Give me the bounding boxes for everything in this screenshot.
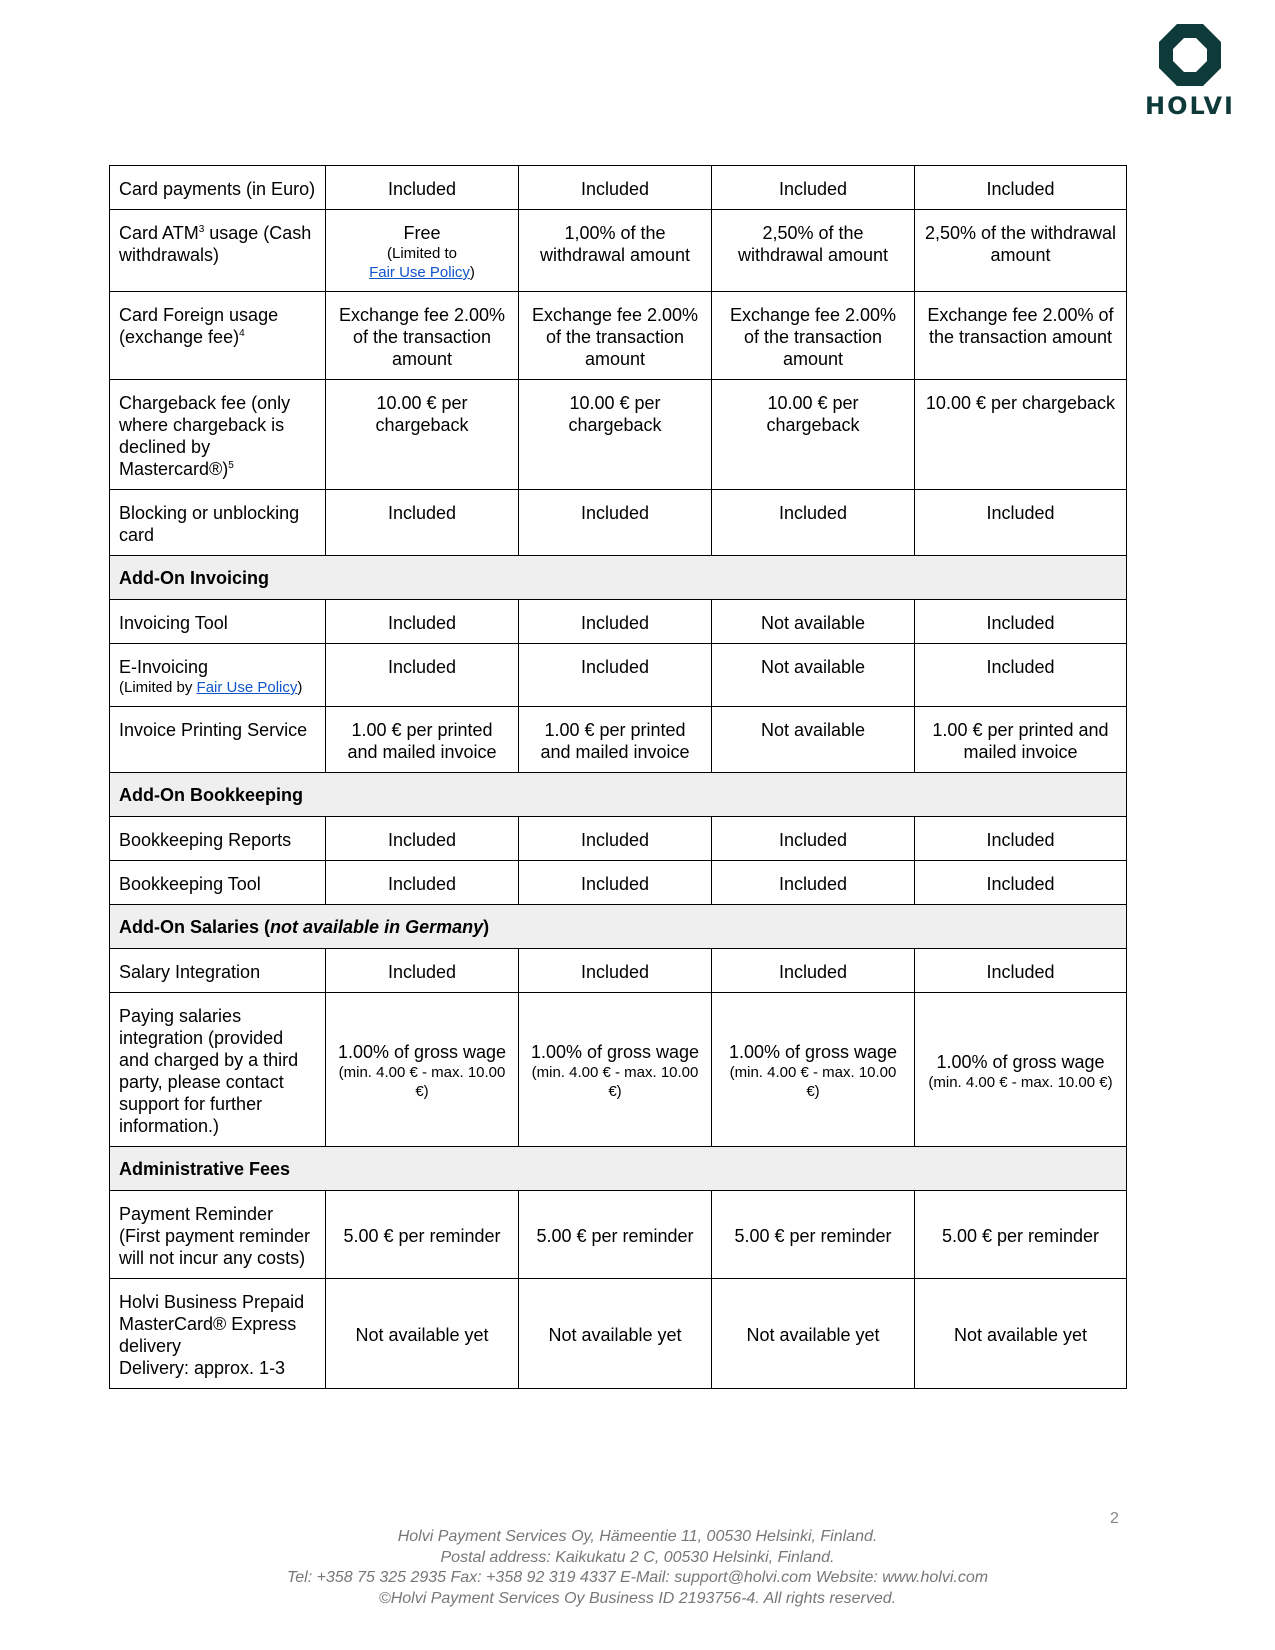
section-title: Add-On Salaries (not available in Germany): [110, 905, 1127, 949]
footer-copyright: ©Holvi Payment Services Oy Business ID 2193756-4. All rights reserved.: [378, 1589, 897, 1607]
cell-value: Included: [915, 817, 1127, 861]
row-label: Card payments (in Euro): [110, 166, 326, 210]
cell-value: 1.00% of gross wage (min. 4.00 € - max. 10.00 €): [712, 993, 915, 1147]
holvi-octagon-icon: [1157, 22, 1223, 88]
cell-value: Included: [326, 949, 519, 993]
table-row: [110, 707, 1127, 773]
cell-value: 1,00% of the withdrawal amount: [519, 210, 712, 292]
cell-value: Not available: [712, 600, 915, 644]
row-label: Holvi Business Prepaid MasterCard® Express delivery Delivery: approx. 1-3: [110, 1279, 326, 1389]
row-label: Card ATM$^3$ usage (Cash withdrawals): [110, 210, 326, 292]
cell-value: Included: [712, 490, 915, 556]
cell-value: Not available yet: [915, 1279, 1127, 1389]
cell-value: Not available yet: [519, 1279, 712, 1389]
table-row: [110, 166, 1127, 210]
cell-value: 1.00 € per printed and mailed invoice: [519, 707, 712, 773]
row-label: Salary Integration: [110, 949, 326, 993]
section-title: Administrative Fees: [110, 1147, 1127, 1191]
table-row: [110, 949, 1127, 993]
cell-value: Included: [326, 490, 519, 556]
cell-value: 5.00 € per reminder: [326, 1191, 519, 1279]
cell-value: 10.00 € per chargeback: [712, 380, 915, 490]
cell-value: Included: [915, 490, 1127, 556]
cell-value: Included: [326, 817, 519, 861]
cell-value: 1.00 € per printed and mailed invoice: [915, 707, 1127, 773]
cell-value: 1.00% of gross wage (min. 4.00 € - max. 10.00 €): [915, 993, 1127, 1147]
table-row: [110, 1191, 1127, 1279]
cell-value: Included: [712, 166, 915, 210]
fair-use-policy-link[interactable]: Fair Use Policy: [196, 679, 298, 696]
row-label: Invoice Printing Service: [110, 707, 326, 773]
cell-value: Included: [519, 490, 712, 556]
footnote-ref: 5: [228, 460, 234, 471]
cell-value: Not available: [712, 707, 915, 773]
cell-value: 1.00 € per printed and mailed invoice: [326, 707, 519, 773]
row-label: Payment Reminder (First payment reminder will not incur any costs): [110, 1191, 326, 1279]
table-row: [110, 861, 1127, 905]
cell-value: Included: [519, 166, 712, 210]
section-header-row: [110, 905, 1127, 949]
footnote-ref: 4: [239, 328, 245, 339]
cell-value: Free (Limited to Fair Use Policy): [326, 210, 519, 292]
cell-value: Included: [915, 600, 1127, 644]
page-number: 2: [1110, 1510, 1119, 1527]
cell-value: 5.00 € per reminder: [519, 1191, 712, 1279]
cell-value: Exchange fee 2.00% of the transaction amount: [519, 292, 712, 380]
fair-use-policy-link[interactable]: Fair Use Policy: [369, 264, 470, 281]
cell-value: Included: [519, 861, 712, 905]
cell-value: Included: [326, 644, 519, 707]
table-row: [110, 490, 1127, 556]
cell-value: Included: [519, 817, 712, 861]
cell-value: Exchange fee 2.00% of the transaction amount: [712, 292, 915, 380]
row-label: Chargeback fee (only where chargeback is declined by Mastercard®)$^5$: [110, 380, 326, 490]
cell-value: Included: [915, 949, 1127, 993]
cell-value: Exchange fee 2.00% of the transaction amount: [915, 292, 1127, 380]
footer-contact: Tel: +358 75 325 2935 Fax: +358 92 319 4337 E-Mail: support@holvi.com Website: www.holvi.com: [286, 1569, 989, 1586]
cell-value: Included: [519, 949, 712, 993]
cell-value: Not available yet: [326, 1279, 519, 1389]
row-label: Bookkeeping Reports: [110, 817, 326, 861]
section-title: Add-On Bookkeeping: [110, 773, 1127, 817]
footer: [0, 1527, 1275, 1609]
row-label: E-Invoicing (Limited by Fair Use Policy): [110, 644, 326, 707]
table-row: [110, 210, 1127, 292]
cell-value: Not available yet: [712, 1279, 915, 1389]
table-row: [110, 1279, 1127, 1389]
cell-value: 5.00 € per reminder: [915, 1191, 1127, 1279]
footer-postal-address: Postal address: Kaikukatu 2 C, 00530 Helsinki, Finland.: [440, 1548, 835, 1566]
fee-table: [109, 165, 1127, 1389]
row-label: Paying salaries integration (provided and charged by a third party, please contact support for further information.): [110, 993, 326, 1147]
footer-address: Holvi Payment Services Oy, Hämeentie 11, 00530 Helsinki, Finland.: [397, 1528, 878, 1545]
cell-value: Included: [915, 166, 1127, 210]
cell-value: 2,50% of the withdrawal amount: [915, 210, 1127, 292]
cell-value: Included: [712, 817, 915, 861]
row-label: Blocking or unblocking card: [110, 490, 326, 556]
cell-value: 1.00% of gross wage (min. 4.00 € - max. 10.00 €): [326, 993, 519, 1147]
cell-value: Included: [915, 861, 1127, 905]
section-header-row: [110, 1147, 1127, 1191]
table-row: [110, 380, 1127, 490]
holvi-wordmark: HOLVI: [1145, 92, 1235, 120]
row-label: Card Foreign usage (exchange fee)$^4$: [110, 292, 326, 380]
holvi-logo: [1140, 22, 1240, 120]
cell-value: 10.00 € per chargeback: [326, 380, 519, 490]
cell-value: Exchange fee 2.00% of the transaction amount: [326, 292, 519, 380]
cell-value: 1.00% of gross wage (min. 4.00 € - max. 10.00 €): [519, 993, 712, 1147]
table-row: [110, 292, 1127, 380]
cell-value: 10.00 € per chargeback: [915, 380, 1127, 490]
row-label: Invoicing Tool: [110, 600, 326, 644]
table-row: [110, 644, 1127, 707]
cell-value: Included: [712, 861, 915, 905]
table-row: [110, 600, 1127, 644]
cell-value: 2,50% of the withdrawal amount: [712, 210, 915, 292]
row-label: Bookkeeping Tool: [110, 861, 326, 905]
cell-value: Included: [326, 166, 519, 210]
cell-value: Included: [519, 600, 712, 644]
section-header-row: [110, 773, 1127, 817]
section-header-row: [110, 556, 1127, 600]
cell-value: Included: [915, 644, 1127, 707]
cell-value: Included: [326, 861, 519, 905]
cell-value: 10.00 € per chargeback: [519, 380, 712, 490]
cell-value: 5.00 € per reminder: [712, 1191, 915, 1279]
cell-value: Included: [326, 600, 519, 644]
table-row: [110, 817, 1127, 861]
table-row: [110, 993, 1127, 1147]
cell-value: Included: [519, 644, 712, 707]
cell-value: Not available: [712, 644, 915, 707]
cell-value: Included: [712, 949, 915, 993]
section-title: Add-On Invoicing: [110, 556, 1127, 600]
footnote-ref: 3: [198, 224, 205, 235]
